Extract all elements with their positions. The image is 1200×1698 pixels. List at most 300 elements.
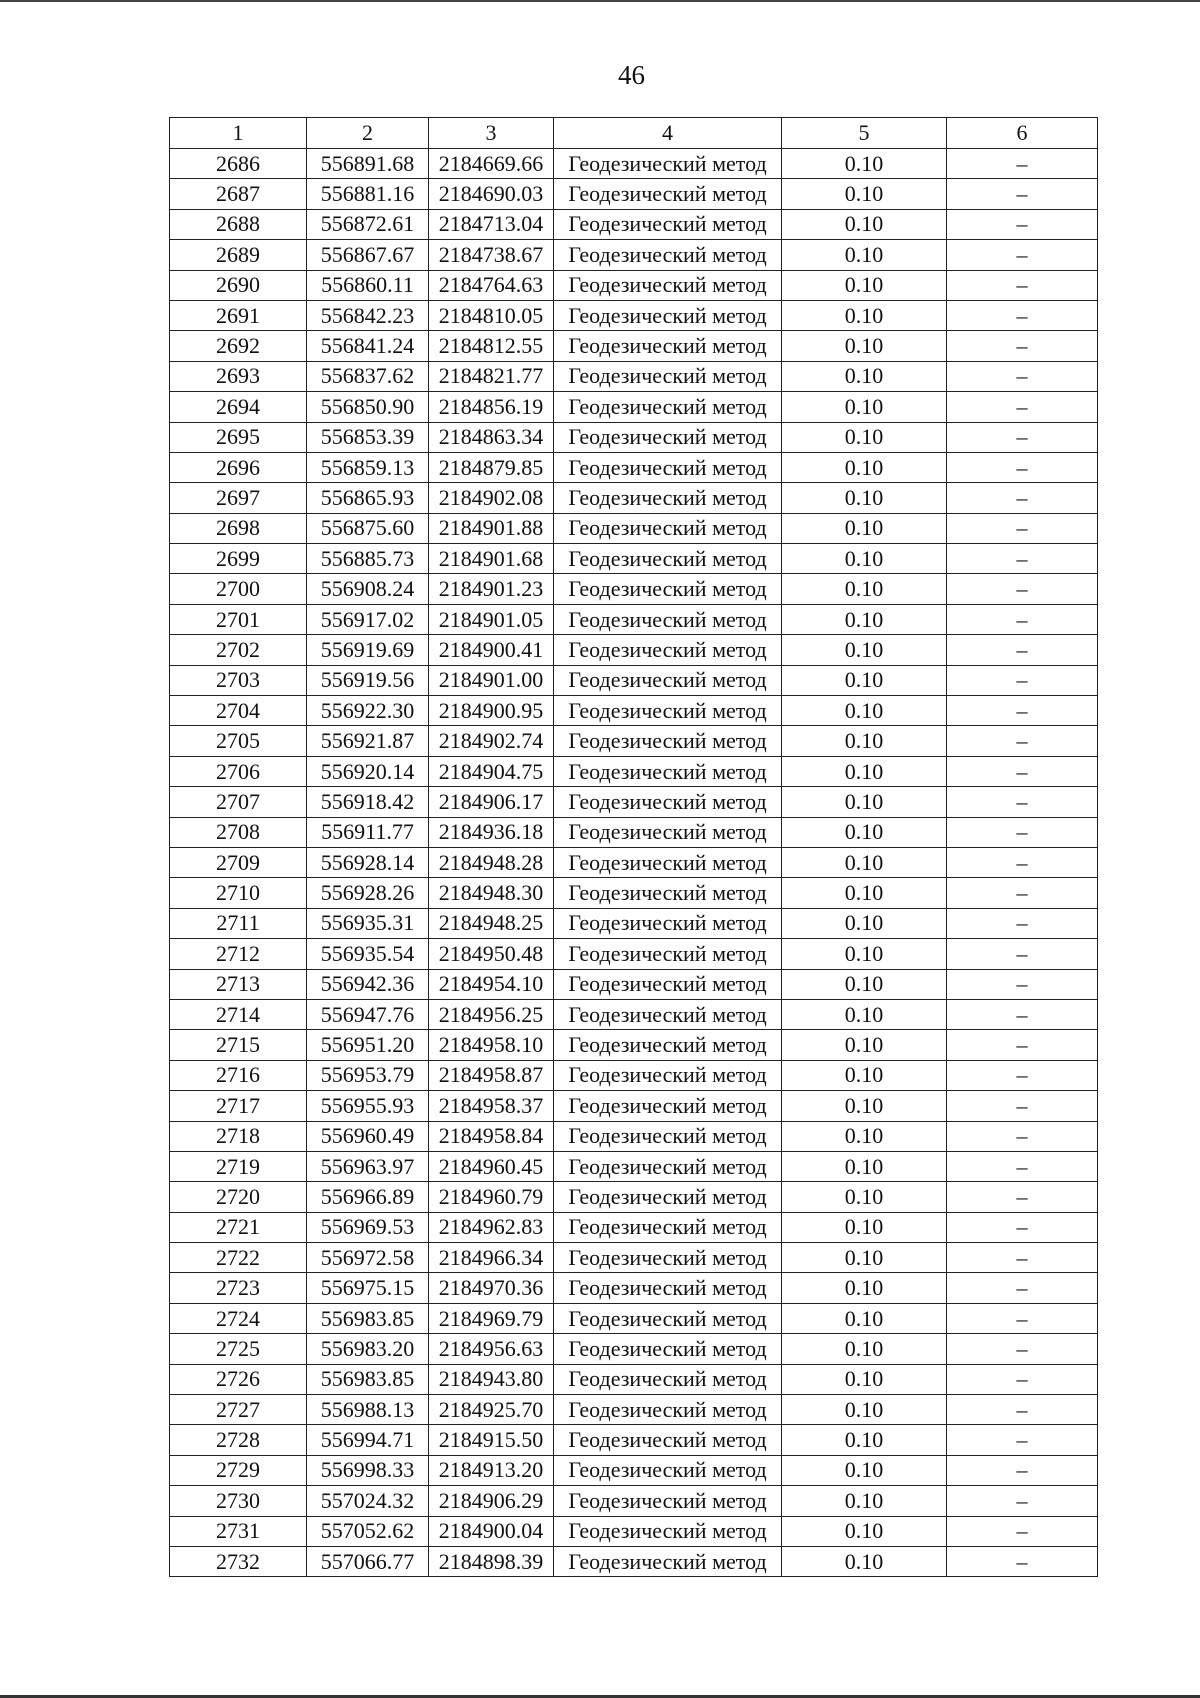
method-cell: Геодезический метод — [554, 969, 782, 999]
table-row — [170, 787, 1098, 817]
accuracy-cell: 0.10 — [782, 209, 947, 239]
table-row — [170, 392, 1098, 422]
method-cell: Геодезический метод — [554, 1334, 782, 1364]
table-row — [170, 483, 1098, 513]
note-cell: – — [947, 665, 1098, 695]
accuracy-cell: 0.10 — [782, 1182, 947, 1212]
table-row — [170, 1151, 1098, 1181]
accuracy-cell: 0.10 — [782, 240, 947, 270]
table-header-row — [170, 118, 1098, 149]
method-cell: Геодезический метод — [554, 1546, 782, 1576]
method-cell: Геодезический метод — [554, 939, 782, 969]
table-row — [170, 604, 1098, 634]
method-cell: Геодезический метод — [554, 1182, 782, 1212]
method-cell: Геодезический метод — [554, 1364, 782, 1394]
table-row — [170, 1121, 1098, 1151]
point-number-cell: 2710 — [170, 878, 307, 908]
x-coordinate-cell: 556837.62 — [307, 361, 429, 391]
y-coordinate-cell: 2184954.10 — [429, 969, 554, 999]
column-header: 6 — [947, 118, 1098, 149]
x-coordinate-cell: 556935.54 — [307, 939, 429, 969]
y-coordinate-cell: 2184901.23 — [429, 574, 554, 604]
x-coordinate-cell: 556860.11 — [307, 270, 429, 300]
accuracy-cell: 0.10 — [782, 392, 947, 422]
accuracy-cell: 0.10 — [782, 1334, 947, 1364]
point-number-cell: 2728 — [170, 1425, 307, 1455]
y-coordinate-cell: 2184863.34 — [429, 422, 554, 452]
note-cell: – — [947, 1091, 1098, 1121]
x-coordinate-cell: 556919.56 — [307, 665, 429, 695]
table-row — [170, 1273, 1098, 1303]
y-coordinate-cell: 2184901.68 — [429, 544, 554, 574]
note-cell: – — [947, 483, 1098, 513]
table-row — [170, 179, 1098, 209]
note-cell: – — [947, 1273, 1098, 1303]
note-cell: – — [947, 1303, 1098, 1333]
y-coordinate-cell: 2184960.79 — [429, 1182, 554, 1212]
point-number-cell: 2719 — [170, 1151, 307, 1181]
point-number-cell: 2723 — [170, 1273, 307, 1303]
note-cell: – — [947, 1030, 1098, 1060]
note-cell: – — [947, 149, 1098, 179]
y-coordinate-cell: 2184948.28 — [429, 847, 554, 877]
method-cell: Геодезический метод — [554, 149, 782, 179]
point-number-cell: 2730 — [170, 1486, 307, 1516]
x-coordinate-cell: 556865.93 — [307, 483, 429, 513]
table-row — [170, 847, 1098, 877]
note-cell: – — [947, 878, 1098, 908]
x-coordinate-cell: 556928.26 — [307, 878, 429, 908]
note-cell: – — [947, 1546, 1098, 1576]
table-row — [170, 1243, 1098, 1273]
point-number-cell: 2697 — [170, 483, 307, 513]
note-cell: – — [947, 270, 1098, 300]
x-coordinate-cell: 556917.02 — [307, 604, 429, 634]
point-number-cell: 2689 — [170, 240, 307, 270]
accuracy-cell: 0.10 — [782, 604, 947, 634]
y-coordinate-cell: 2184690.03 — [429, 179, 554, 209]
accuracy-cell: 0.10 — [782, 1486, 947, 1516]
table-row — [170, 665, 1098, 695]
method-cell: Геодезический метод — [554, 240, 782, 270]
x-coordinate-cell: 557052.62 — [307, 1516, 429, 1546]
note-cell: – — [947, 1364, 1098, 1394]
x-coordinate-cell: 556919.69 — [307, 635, 429, 665]
point-number-cell: 2707 — [170, 787, 307, 817]
table-row — [170, 878, 1098, 908]
y-coordinate-cell: 2184948.25 — [429, 908, 554, 938]
method-cell: Геодезический метод — [554, 1060, 782, 1090]
note-cell: – — [947, 209, 1098, 239]
note-cell: – — [947, 756, 1098, 786]
method-cell: Геодезический метод — [554, 361, 782, 391]
table-row — [170, 817, 1098, 847]
note-cell: – — [947, 392, 1098, 422]
note-cell: – — [947, 787, 1098, 817]
x-coordinate-cell: 556885.73 — [307, 544, 429, 574]
note-cell: – — [947, 726, 1098, 756]
table-row — [170, 422, 1098, 452]
method-cell: Геодезический метод — [554, 1486, 782, 1516]
point-number-cell: 2732 — [170, 1546, 307, 1576]
x-coordinate-cell: 556947.76 — [307, 999, 429, 1029]
table-row — [170, 1546, 1098, 1576]
point-number-cell: 2727 — [170, 1395, 307, 1425]
accuracy-cell: 0.10 — [782, 939, 947, 969]
y-coordinate-cell: 2184900.04 — [429, 1516, 554, 1546]
coordinates-table — [169, 117, 1098, 1577]
x-coordinate-cell: 556928.14 — [307, 847, 429, 877]
accuracy-cell: 0.10 — [782, 1030, 947, 1060]
y-coordinate-cell: 2184958.87 — [429, 1060, 554, 1090]
accuracy-cell: 0.10 — [782, 817, 947, 847]
y-coordinate-cell: 2184900.95 — [429, 696, 554, 726]
point-number-cell: 2717 — [170, 1091, 307, 1121]
accuracy-cell: 0.10 — [782, 544, 947, 574]
x-coordinate-cell: 557066.77 — [307, 1546, 429, 1576]
note-cell: – — [947, 1060, 1098, 1090]
accuracy-cell: 0.10 — [782, 696, 947, 726]
x-coordinate-cell: 556972.58 — [307, 1243, 429, 1273]
y-coordinate-cell: 2184969.79 — [429, 1303, 554, 1333]
note-cell: – — [947, 513, 1098, 543]
note-cell: – — [947, 1121, 1098, 1151]
table-row — [170, 1334, 1098, 1364]
method-cell: Геодезический метод — [554, 452, 782, 482]
point-number-cell: 2716 — [170, 1060, 307, 1090]
method-cell: Геодезический метод — [554, 665, 782, 695]
accuracy-cell: 0.10 — [782, 665, 947, 695]
y-coordinate-cell: 2184738.67 — [429, 240, 554, 270]
x-coordinate-cell: 556881.16 — [307, 179, 429, 209]
point-number-cell: 2699 — [170, 544, 307, 574]
note-cell: – — [947, 847, 1098, 877]
point-number-cell: 2714 — [170, 999, 307, 1029]
column-header: 2 — [307, 118, 429, 149]
method-cell: Геодезический метод — [554, 1121, 782, 1151]
column-header: 4 — [554, 118, 782, 149]
note-cell: – — [947, 1395, 1098, 1425]
accuracy-cell: 0.10 — [782, 756, 947, 786]
accuracy-cell: 0.10 — [782, 847, 947, 877]
table-row — [170, 1364, 1098, 1394]
method-cell: Геодезический метод — [554, 787, 782, 817]
x-coordinate-cell: 556960.49 — [307, 1121, 429, 1151]
table-row — [170, 999, 1098, 1029]
table-body — [170, 149, 1098, 1577]
point-number-cell: 2720 — [170, 1182, 307, 1212]
point-number-cell: 2698 — [170, 513, 307, 543]
x-coordinate-cell: 556891.68 — [307, 149, 429, 179]
x-coordinate-cell: 556983.85 — [307, 1364, 429, 1394]
page-top-edge — [0, 0, 1200, 2]
point-number-cell: 2694 — [170, 392, 307, 422]
method-cell: Геодезический метод — [554, 1516, 782, 1546]
point-number-cell: 2704 — [170, 696, 307, 726]
table-row — [170, 300, 1098, 330]
method-cell: Геодезический метод — [554, 179, 782, 209]
point-number-cell: 2709 — [170, 847, 307, 877]
accuracy-cell: 0.10 — [782, 787, 947, 817]
note-cell: – — [947, 1334, 1098, 1364]
x-coordinate-cell: 556850.90 — [307, 392, 429, 422]
method-cell: Геодезический метод — [554, 1212, 782, 1242]
y-coordinate-cell: 2184966.34 — [429, 1243, 554, 1273]
table-row — [170, 1455, 1098, 1485]
method-cell: Геодезический метод — [554, 604, 782, 634]
y-coordinate-cell: 2184906.29 — [429, 1486, 554, 1516]
table-row — [170, 1395, 1098, 1425]
accuracy-cell: 0.10 — [782, 726, 947, 756]
x-coordinate-cell: 556953.79 — [307, 1060, 429, 1090]
y-coordinate-cell: 2184936.18 — [429, 817, 554, 847]
x-coordinate-cell: 556935.31 — [307, 908, 429, 938]
x-coordinate-cell: 556951.20 — [307, 1030, 429, 1060]
method-cell: Геодезический метод — [554, 635, 782, 665]
accuracy-cell: 0.10 — [782, 1151, 947, 1181]
x-coordinate-cell: 557024.32 — [307, 1486, 429, 1516]
note-cell: – — [947, 544, 1098, 574]
point-number-cell: 2701 — [170, 604, 307, 634]
x-coordinate-cell: 556853.39 — [307, 422, 429, 452]
x-coordinate-cell: 556998.33 — [307, 1455, 429, 1485]
table-row — [170, 1486, 1098, 1516]
x-coordinate-cell: 556983.85 — [307, 1303, 429, 1333]
x-coordinate-cell: 556994.71 — [307, 1425, 429, 1455]
y-coordinate-cell: 2184900.41 — [429, 635, 554, 665]
accuracy-cell: 0.10 — [782, 1516, 947, 1546]
method-cell: Геодезический метод — [554, 817, 782, 847]
method-cell: Геодезический метод — [554, 1151, 782, 1181]
y-coordinate-cell: 2184821.77 — [429, 361, 554, 391]
note-cell: – — [947, 1212, 1098, 1242]
accuracy-cell: 0.10 — [782, 361, 947, 391]
x-coordinate-cell: 556842.23 — [307, 300, 429, 330]
y-coordinate-cell: 2184901.00 — [429, 665, 554, 695]
note-cell: – — [947, 604, 1098, 634]
method-cell: Геодезический метод — [554, 300, 782, 330]
x-coordinate-cell: 556918.42 — [307, 787, 429, 817]
method-cell: Геодезический метод — [554, 392, 782, 422]
y-coordinate-cell: 2184970.36 — [429, 1273, 554, 1303]
x-coordinate-cell: 556975.15 — [307, 1273, 429, 1303]
y-coordinate-cell: 2184915.50 — [429, 1425, 554, 1455]
point-number-cell: 2715 — [170, 1030, 307, 1060]
point-number-cell: 2721 — [170, 1212, 307, 1242]
note-cell: – — [947, 179, 1098, 209]
method-cell: Геодезический метод — [554, 544, 782, 574]
method-cell: Геодезический метод — [554, 1243, 782, 1273]
table-row — [170, 513, 1098, 543]
method-cell: Геодезический метод — [554, 756, 782, 786]
y-coordinate-cell: 2184713.04 — [429, 209, 554, 239]
table-row — [170, 452, 1098, 482]
accuracy-cell: 0.10 — [782, 999, 947, 1029]
method-cell: Геодезический метод — [554, 999, 782, 1029]
accuracy-cell: 0.10 — [782, 452, 947, 482]
table-row — [170, 574, 1098, 604]
x-coordinate-cell: 556920.14 — [307, 756, 429, 786]
note-cell: – — [947, 939, 1098, 969]
table-row — [170, 1425, 1098, 1455]
x-coordinate-cell: 556867.67 — [307, 240, 429, 270]
accuracy-cell: 0.10 — [782, 1273, 947, 1303]
page-number: 46 — [618, 60, 645, 90]
accuracy-cell: 0.10 — [782, 908, 947, 938]
table-row — [170, 908, 1098, 938]
table-row — [170, 756, 1098, 786]
x-coordinate-cell: 556911.77 — [307, 817, 429, 847]
point-number-cell: 2693 — [170, 361, 307, 391]
y-coordinate-cell: 2184913.20 — [429, 1455, 554, 1485]
accuracy-cell: 0.10 — [782, 1243, 947, 1273]
accuracy-cell: 0.10 — [782, 483, 947, 513]
table-row — [170, 1303, 1098, 1333]
table-row — [170, 726, 1098, 756]
point-number-cell: 2722 — [170, 1243, 307, 1273]
accuracy-cell: 0.10 — [782, 1060, 947, 1090]
y-coordinate-cell: 2184956.63 — [429, 1334, 554, 1364]
point-number-cell: 2718 — [170, 1121, 307, 1151]
method-cell: Геодезический метод — [554, 574, 782, 604]
accuracy-cell: 0.10 — [782, 1121, 947, 1151]
point-number-cell: 2731 — [170, 1516, 307, 1546]
point-number-cell: 2703 — [170, 665, 307, 695]
point-number-cell: 2696 — [170, 452, 307, 482]
note-cell: – — [947, 969, 1098, 999]
x-coordinate-cell: 556966.89 — [307, 1182, 429, 1212]
y-coordinate-cell: 2184669.66 — [429, 149, 554, 179]
x-coordinate-cell: 556841.24 — [307, 331, 429, 361]
method-cell: Геодезический метод — [554, 1455, 782, 1485]
table-row — [170, 1182, 1098, 1212]
method-cell: Геодезический метод — [554, 422, 782, 452]
y-coordinate-cell: 2184898.39 — [429, 1546, 554, 1576]
accuracy-cell: 0.10 — [782, 270, 947, 300]
note-cell: – — [947, 1425, 1098, 1455]
y-coordinate-cell: 2184902.08 — [429, 483, 554, 513]
note-cell: – — [947, 422, 1098, 452]
note-cell: – — [947, 908, 1098, 938]
y-coordinate-cell: 2184810.05 — [429, 300, 554, 330]
table-row — [170, 1091, 1098, 1121]
method-cell: Геодезический метод — [554, 1091, 782, 1121]
accuracy-cell: 0.10 — [782, 1364, 947, 1394]
accuracy-cell: 0.10 — [782, 149, 947, 179]
table-row — [170, 1060, 1098, 1090]
point-number-cell: 2691 — [170, 300, 307, 330]
point-number-cell: 2713 — [170, 969, 307, 999]
point-number-cell: 2725 — [170, 1334, 307, 1364]
method-cell: Геодезический метод — [554, 513, 782, 543]
y-coordinate-cell: 2184962.83 — [429, 1212, 554, 1242]
method-cell: Геодезический метод — [554, 696, 782, 726]
accuracy-cell: 0.10 — [782, 1212, 947, 1242]
point-number-cell: 2702 — [170, 635, 307, 665]
y-coordinate-cell: 2184764.63 — [429, 270, 554, 300]
x-coordinate-cell: 556875.60 — [307, 513, 429, 543]
table-row — [170, 331, 1098, 361]
note-cell: – — [947, 240, 1098, 270]
note-cell: – — [947, 1455, 1098, 1485]
point-number-cell: 2712 — [170, 939, 307, 969]
accuracy-cell: 0.10 — [782, 1455, 947, 1485]
y-coordinate-cell: 2184812.55 — [429, 331, 554, 361]
note-cell: – — [947, 300, 1098, 330]
x-coordinate-cell: 556955.93 — [307, 1091, 429, 1121]
table-row — [170, 1516, 1098, 1546]
point-number-cell: 2711 — [170, 908, 307, 938]
method-cell: Геодезический метод — [554, 331, 782, 361]
x-coordinate-cell: 556983.20 — [307, 1334, 429, 1364]
table-row — [170, 1212, 1098, 1242]
table-row — [170, 696, 1098, 726]
method-cell: Геодезический метод — [554, 270, 782, 300]
accuracy-cell: 0.10 — [782, 1395, 947, 1425]
table-row — [170, 939, 1098, 969]
y-coordinate-cell: 2184906.17 — [429, 787, 554, 817]
y-coordinate-cell: 2184904.75 — [429, 756, 554, 786]
point-number-cell: 2687 — [170, 179, 307, 209]
note-cell: – — [947, 999, 1098, 1029]
note-cell: – — [947, 696, 1098, 726]
note-cell: – — [947, 1516, 1098, 1546]
accuracy-cell: 0.10 — [782, 331, 947, 361]
x-coordinate-cell: 556942.36 — [307, 969, 429, 999]
x-coordinate-cell: 556922.30 — [307, 696, 429, 726]
x-coordinate-cell: 556963.97 — [307, 1151, 429, 1181]
note-cell: – — [947, 1151, 1098, 1181]
accuracy-cell: 0.10 — [782, 1546, 947, 1576]
method-cell: Геодезический метод — [554, 483, 782, 513]
y-coordinate-cell: 2184901.05 — [429, 604, 554, 634]
method-cell: Геодезический метод — [554, 908, 782, 938]
point-number-cell: 2686 — [170, 149, 307, 179]
table-row — [170, 149, 1098, 179]
note-cell: – — [947, 331, 1098, 361]
method-cell: Геодезический метод — [554, 726, 782, 756]
y-coordinate-cell: 2184879.85 — [429, 452, 554, 482]
accuracy-cell: 0.10 — [782, 878, 947, 908]
column-header: 3 — [429, 118, 554, 149]
method-cell: Геодезический метод — [554, 1395, 782, 1425]
x-coordinate-cell: 556908.24 — [307, 574, 429, 604]
table-row — [170, 1030, 1098, 1060]
y-coordinate-cell: 2184856.19 — [429, 392, 554, 422]
x-coordinate-cell: 556872.61 — [307, 209, 429, 239]
method-cell: Геодезический метод — [554, 1273, 782, 1303]
accuracy-cell: 0.10 — [782, 635, 947, 665]
column-header: 1 — [170, 118, 307, 149]
method-cell: Геодезический метод — [554, 847, 782, 877]
accuracy-cell: 0.10 — [782, 1303, 947, 1333]
note-cell: – — [947, 452, 1098, 482]
point-number-cell: 2705 — [170, 726, 307, 756]
method-cell: Геодезический метод — [554, 1303, 782, 1333]
point-number-cell: 2724 — [170, 1303, 307, 1333]
y-coordinate-cell: 2184958.37 — [429, 1091, 554, 1121]
point-number-cell: 2688 — [170, 209, 307, 239]
point-number-cell: 2695 — [170, 422, 307, 452]
point-number-cell: 2690 — [170, 270, 307, 300]
y-coordinate-cell: 2184943.80 — [429, 1364, 554, 1394]
method-cell: Геодезический метод — [554, 1030, 782, 1060]
table-row — [170, 635, 1098, 665]
accuracy-cell: 0.10 — [782, 969, 947, 999]
point-number-cell: 2726 — [170, 1364, 307, 1394]
y-coordinate-cell: 2184960.45 — [429, 1151, 554, 1181]
method-cell: Геодезический метод — [554, 878, 782, 908]
